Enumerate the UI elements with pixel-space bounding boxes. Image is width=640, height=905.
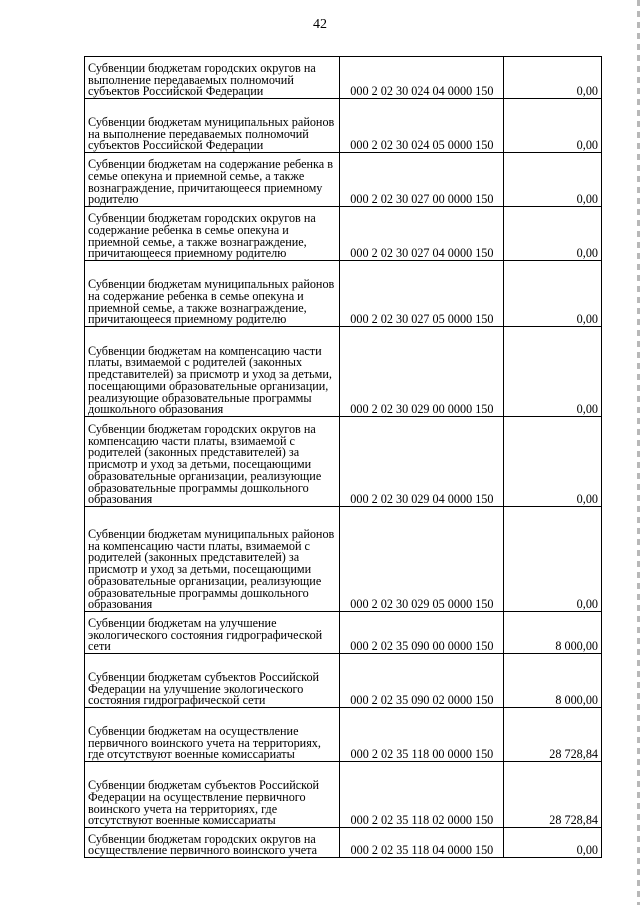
table-row xyxy=(85,57,602,99)
row-code: 000 2 02 35 118 00 0000 150 xyxy=(340,708,504,762)
table-row xyxy=(85,828,602,858)
row-amount: 0,00 xyxy=(504,417,602,507)
page-number: 42 xyxy=(313,17,327,32)
row-amount: 0,00 xyxy=(504,507,602,612)
row-name: Субвенции бюджетам муниципальных районов на содержание ребенка в семье опекуна и приемной семье, а также вознаграждение, причитающееся приемному родителю xyxy=(85,261,340,327)
table-row xyxy=(85,612,602,654)
table-row xyxy=(85,417,602,507)
row-name: Субвенции бюджетам на осуществление первичного воинского учета на территориях, где отсутствуют военные комиссариаты xyxy=(85,708,340,762)
row-amount: 28 728,84 xyxy=(504,762,602,828)
row-code: 000 2 02 30 027 04 0000 150 xyxy=(340,207,504,261)
row-code: 000 2 02 30 024 05 0000 150 xyxy=(340,99,504,153)
table-row xyxy=(85,261,602,327)
row-code: 000 2 02 30 029 00 0000 150 xyxy=(340,327,504,417)
row-amount: 0,00 xyxy=(504,57,602,99)
row-name: Субвенции бюджетам муниципальных районов на компенсацию части платы, взимаемой с родителей (законных представителей) за присмотр и уход за детьми, посещающими образовательные организации, реализующие образовательные программы дошкольного образования xyxy=(85,507,340,612)
table-row xyxy=(85,99,602,153)
row-amount: 0,00 xyxy=(504,828,602,858)
table-row xyxy=(85,207,602,261)
table-row xyxy=(85,153,602,207)
row-name: Субвенции бюджетам на улучшение экологического состояния гидрографической сети xyxy=(85,612,340,654)
row-amount: 0,00 xyxy=(504,207,602,261)
table-row xyxy=(85,507,602,612)
row-name: Субвенции бюджетам городских округов на содержание ребенка в семье опекуна и приемной семье, а также вознаграждение, причитающееся приемному родителю xyxy=(85,207,340,261)
row-amount: 0,00 xyxy=(504,261,602,327)
row-amount: 8 000,00 xyxy=(504,654,602,708)
row-code: 000 2 02 30 029 05 0000 150 xyxy=(340,507,504,612)
table-row xyxy=(85,654,602,708)
row-name: Субвенции бюджетам городских округов на компенсацию части платы, взимаемой с родителей (законных представителей) за присмотр и уход за детьми, посещающими образовательные организации, реализующие образовательные программы дошкольного образования xyxy=(85,417,340,507)
row-name: Субвенции бюджетам городских округов на осуществление первичного воинского учета xyxy=(85,828,340,858)
table-row xyxy=(85,762,602,828)
table-row xyxy=(85,708,602,762)
row-code: 000 2 02 30 027 00 0000 150 xyxy=(340,153,504,207)
row-name: Субвенции бюджетам городских округов на выполнение передаваемых полномочий субъектов Российской Федерации xyxy=(85,57,340,99)
row-code: 000 2 02 30 027 05 0000 150 xyxy=(340,261,504,327)
row-amount: 8 000,00 xyxy=(504,612,602,654)
row-code: 000 2 02 35 090 02 0000 150 xyxy=(340,654,504,708)
row-name: Субвенции бюджетам на содержание ребенка в семье опекуна и приемной семье, а также вознаграждение, причитающееся приемному родителю xyxy=(85,153,340,207)
row-name: Субвенции бюджетам субъектов Российской Федерации на улучшение экологического состояния гидрографической сети xyxy=(85,654,340,708)
row-code: 000 2 02 30 029 04 0000 150 xyxy=(340,417,504,507)
row-code: 000 2 02 35 118 02 0000 150 xyxy=(340,762,504,828)
row-amount: 0,00 xyxy=(504,327,602,417)
row-amount: 0,00 xyxy=(504,153,602,207)
row-name: Субвенции бюджетам на компенсацию части платы, взимаемой с родителей (законных представителей) за присмотр и уход за детьми, посещающими образовательные организации, реализующие образовательные программы дошкольного образования xyxy=(85,327,340,417)
row-name: Субвенции бюджетам субъектов Российской Федерации на осуществление первичного воинского учета на территориях, где отсутствуют военные комиссариаты xyxy=(85,762,340,828)
row-code: 000 2 02 35 090 00 0000 150 xyxy=(340,612,504,654)
row-name: Субвенции бюджетам муниципальных районов на выполнение передаваемых полномочий субъектов Российской Федерации xyxy=(85,99,340,153)
row-code: 000 2 02 35 118 04 0000 150 xyxy=(340,828,504,858)
row-code: 000 2 02 30 024 04 0000 150 xyxy=(340,57,504,99)
table-row xyxy=(85,327,602,417)
budget-table xyxy=(84,56,602,858)
row-amount: 28 728,84 xyxy=(504,708,602,762)
row-amount: 0,00 xyxy=(504,99,602,153)
